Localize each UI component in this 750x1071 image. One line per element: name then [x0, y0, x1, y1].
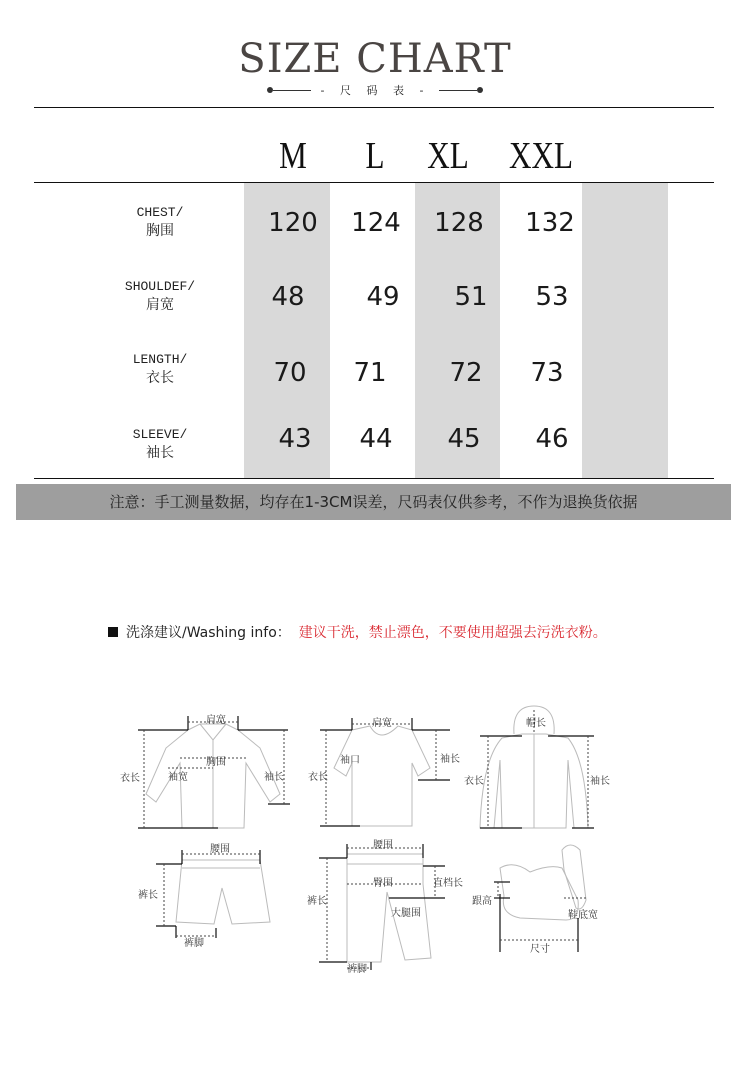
header-divider	[34, 182, 714, 183]
measurement-notice: 注意：手工测量数据，均存在1-3CM误差，尺码表仅供参考，不作为退换货依据	[16, 484, 731, 520]
subtitle-row	[0, 82, 750, 98]
hoodie-sleeve-length-label: 袖长	[590, 776, 610, 787]
cell-length-m: 70	[273, 358, 307, 388]
cell-shoulder-m: 48	[271, 282, 305, 312]
page-title: SIZE CHART	[238, 36, 512, 82]
shoes-sole-width-label: 鞋底宽	[568, 910, 598, 921]
row-label-sleeve	[100, 426, 220, 462]
row-label-en: CHEST/	[136, 205, 184, 220]
pants-diagram	[305, 834, 465, 974]
cell-length-xl: 72	[449, 358, 483, 388]
tshirt-cuff-label: 袖口	[340, 755, 360, 766]
row-label-en: LENGTH/	[132, 352, 188, 367]
row-label-cn: 肩宽	[146, 297, 174, 313]
left-ornament	[267, 87, 311, 93]
cell-length-l: 71	[353, 358, 387, 388]
shorts-diagram	[132, 838, 282, 948]
cell-chest-xxl: 132	[525, 208, 575, 238]
shoes-diagram	[470, 840, 610, 955]
hoodie-length-label: 衣长	[464, 776, 484, 787]
pants-hem-label: 裤脚	[347, 964, 367, 975]
column-band-empty	[582, 183, 668, 478]
cell-sleeve-l: 44	[359, 424, 393, 454]
cell-sleeve-xxl: 46	[535, 424, 569, 454]
shorts-waist-label: 腰围	[210, 844, 230, 855]
shirt-diagram	[118, 708, 298, 833]
size-header-l: L	[365, 135, 385, 177]
cell-length-xxl: 73	[530, 358, 564, 388]
top-divider	[34, 107, 714, 108]
row-label-cn: 衣长	[146, 370, 174, 386]
washing-advice: 建议干洗，禁止漂色，不要使用超强去污洗衣粉。	[298, 625, 607, 641]
shirt-chest-label: 胸围	[206, 757, 226, 768]
right-ornament	[439, 87, 483, 93]
cell-chest-xl: 128	[434, 208, 484, 238]
shoes-heel-label: 跟高	[472, 896, 492, 907]
hoodie-hood-label: 帽长	[526, 718, 546, 729]
page-subtitle: - 尺 码 表 -	[320, 84, 430, 97]
washing-info	[108, 622, 607, 642]
row-label-cn: 袖长	[146, 445, 174, 461]
tshirt-diagram	[300, 708, 460, 833]
row-label-length	[100, 351, 220, 387]
cell-chest-l: 124	[351, 208, 401, 238]
cell-shoulder-xl: 51	[454, 282, 488, 312]
row-label-en: SHOULDEF/	[124, 279, 196, 294]
pants-waist-label: 腰围	[373, 840, 393, 851]
pants-rise-label: 直档长	[433, 878, 463, 889]
shirt-shoulder-label: 肩宽	[206, 715, 226, 726]
cell-sleeve-m: 43	[278, 424, 312, 454]
size-header-xxl: XXL	[508, 135, 574, 177]
row-label-cn: 胸围	[146, 223, 174, 239]
pants-hip-label: 臀围	[373, 878, 393, 889]
cell-chest-m: 120	[268, 208, 318, 238]
shirt-length-label: 衣长	[120, 773, 140, 784]
shoes-size-label: 尺寸	[530, 944, 550, 955]
bullet-square-icon	[108, 627, 118, 637]
shirt-sleeve-length-label: 袖长	[264, 772, 284, 783]
row-label-en: SLEEVE/	[132, 427, 188, 442]
tshirt-sleeve-length-label: 袖长	[440, 754, 460, 765]
hoodie-diagram	[462, 700, 622, 835]
bottom-divider	[34, 478, 714, 479]
row-label-shoulder	[100, 278, 220, 314]
size-header-m: M	[279, 135, 307, 177]
tshirt-length-label: 衣长	[308, 772, 328, 783]
row-label-chest	[100, 204, 220, 240]
washing-label: 洗涤建议/Washing info：	[126, 625, 291, 641]
size-header-xl: XL	[427, 135, 469, 177]
cell-shoulder-l: 49	[366, 282, 400, 312]
pants-thigh-label: 大腿围	[391, 908, 421, 919]
cell-sleeve-xl: 45	[447, 424, 481, 454]
shirt-sleeve-width-label: 袖宽	[168, 772, 188, 783]
tshirt-shoulder-label: 肩宽	[372, 718, 392, 729]
cell-shoulder-xxl: 53	[535, 282, 569, 312]
shorts-length-label: 裤长	[138, 890, 158, 901]
shorts-hem-label: 裤脚	[184, 938, 204, 949]
pants-length-label: 裤长	[307, 896, 327, 907]
pants-illustration-icon	[305, 834, 465, 974]
